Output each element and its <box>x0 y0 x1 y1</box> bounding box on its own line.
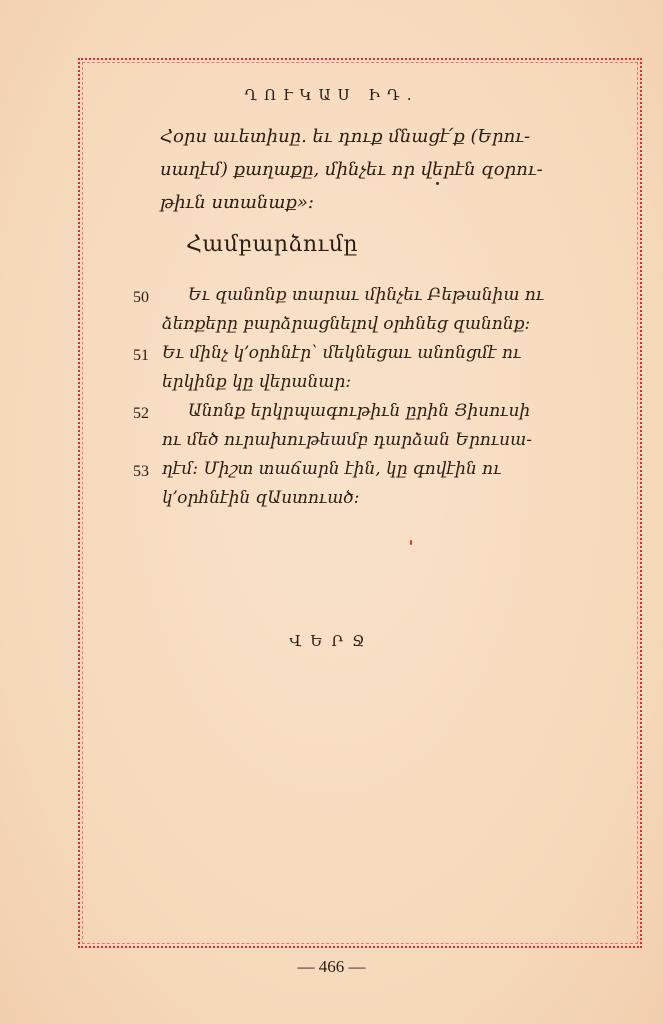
verse-line <box>0 459 663 488</box>
verse-text: Եւ զանոնք տարաւ մինչեւ Բեթանիա ու <box>188 285 545 305</box>
verse-text: Եւ մինչ կ՚օրհնէր՝ մեկնեցաւ անոնցմէ ու <box>162 343 522 363</box>
verse-line <box>0 285 663 314</box>
verse-text: ձեռքերը բարձրացնելով օրհնեց զանոնք: <box>162 314 531 334</box>
section-heading: Համբարձումը <box>186 232 358 257</box>
verse-number: 51 <box>133 347 149 364</box>
verse-line <box>0 372 663 401</box>
verse-line <box>0 488 663 517</box>
intro-line: Հօրս աւետիսը. եւ դուք մնացէ՛ք (Երու- <box>160 126 531 147</box>
intro-paragraph <box>160 120 600 219</box>
end-mark: ՎԵՐՋ <box>289 632 374 650</box>
intro-line: սաղէմ) քաղաքը, մինչեւ որ վերէն զօրու- <box>160 159 543 180</box>
page-number: — 466 — <box>297 957 366 976</box>
verse-line <box>0 430 663 459</box>
verse-text: ղէմ: Միշտ տաճարն էին, կը գովէին ու <box>162 459 502 479</box>
verse-line <box>0 401 663 430</box>
running-head: ՂՈՒԿԱՍ ԻԴ. <box>244 86 419 104</box>
verse-text: Անոնք երկրպագութիւն ըրին Յիսուսի <box>188 401 531 421</box>
verse-number: 52 <box>133 405 149 422</box>
verse-number: 50 <box>133 289 149 306</box>
verse-text: երկինք կը վերանար: <box>162 372 352 392</box>
verse-line <box>0 314 663 343</box>
verse-text: կ՚օրհնէին զԱստուած: <box>162 488 360 508</box>
ink-speck <box>436 182 439 185</box>
verse-number: 53 <box>133 463 149 480</box>
verse-block <box>0 285 663 517</box>
ink-speck <box>410 540 412 545</box>
intro-line: թիւն ստանաք»: <box>160 192 314 213</box>
verse-line <box>0 343 663 372</box>
verse-text: ու մեծ ուրախութեամբ դարձան Երուսա- <box>162 430 533 450</box>
